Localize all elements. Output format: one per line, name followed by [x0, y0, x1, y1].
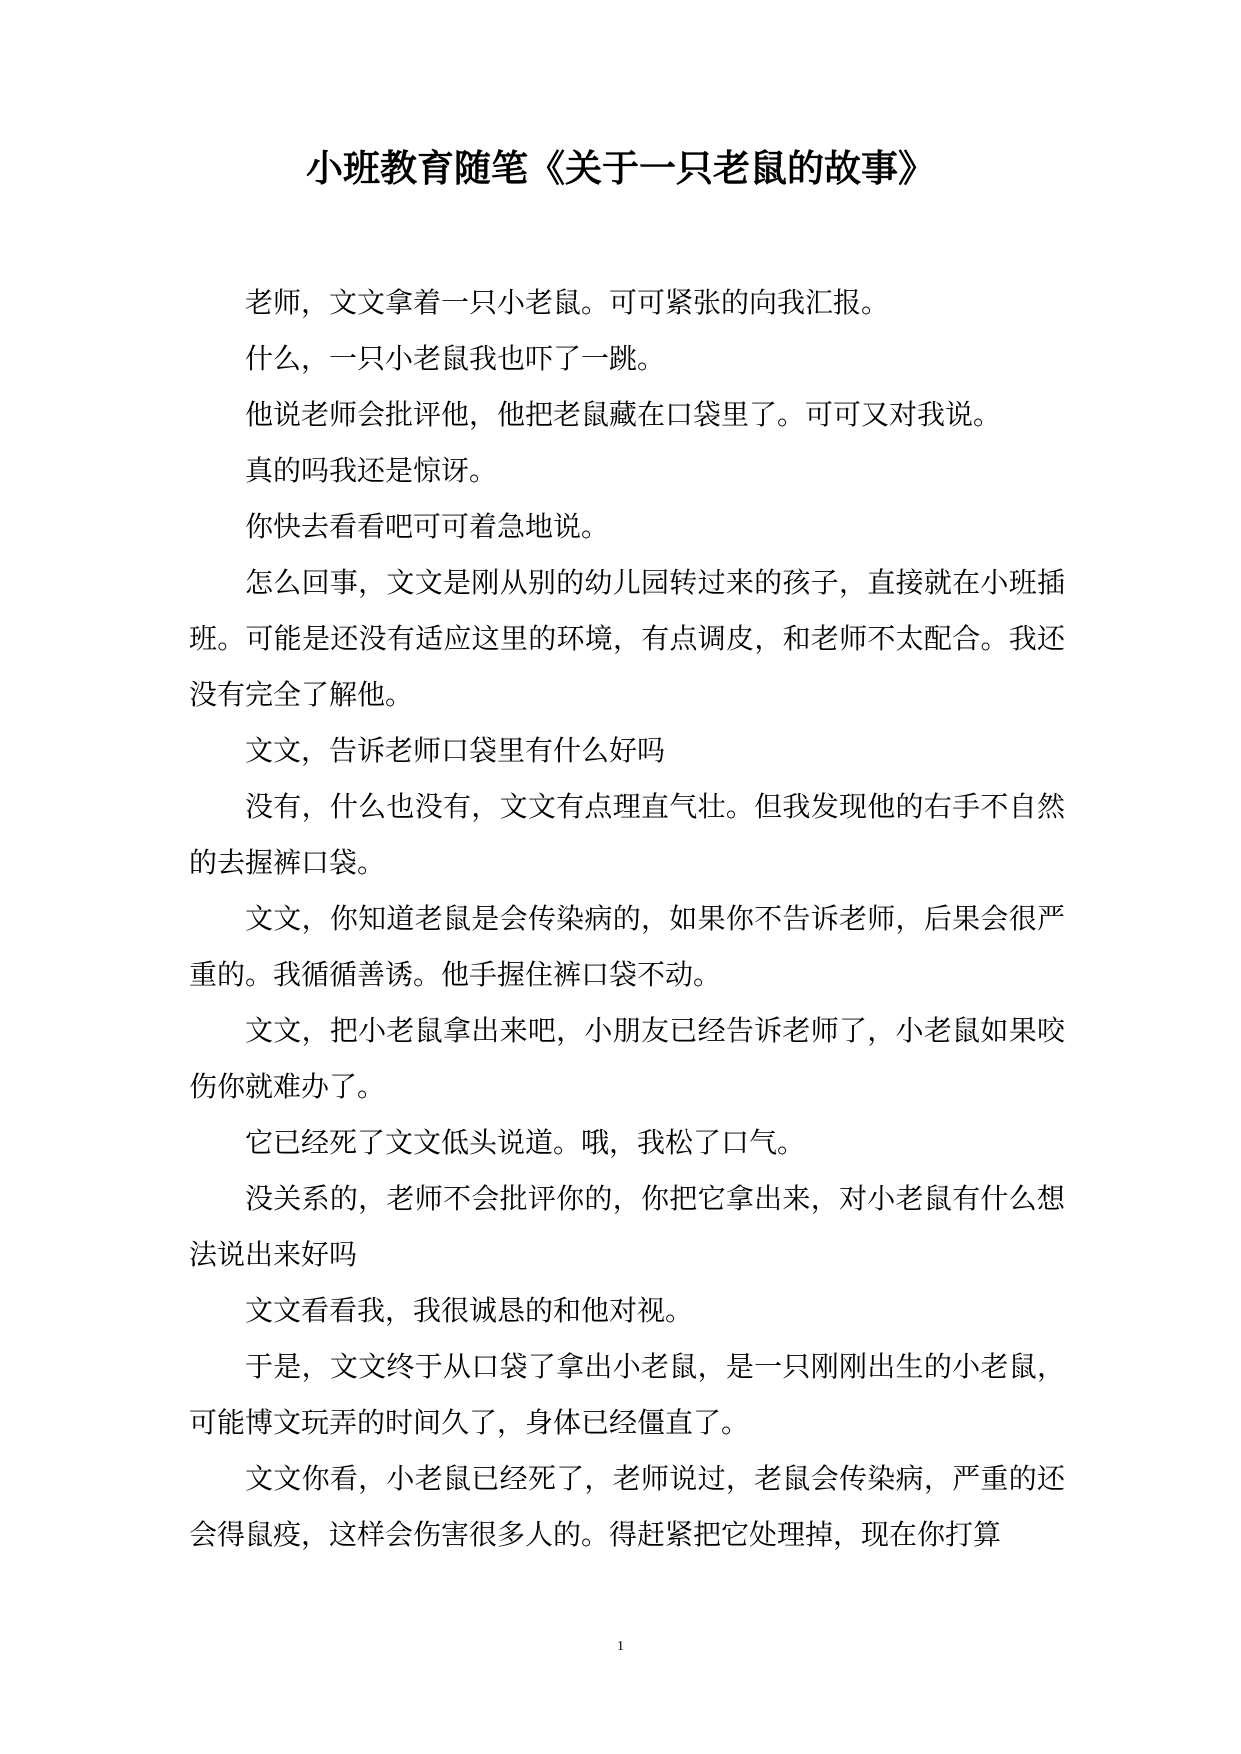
- paragraph: 他说老师会批评他，他把老鼠藏在口袋里了。可可又对我说。: [245, 398, 1002, 431]
- page-number: 1: [617, 1639, 624, 1654]
- document-title: 小班教育随笔《关于一只老鼠的故事》: [306, 146, 935, 190]
- paragraph: 什么，一只小老鼠我也吓了一跳。: [245, 342, 666, 375]
- paragraph: 老师，文文拿着一只小老鼠。可可紧张的向我汇报。: [245, 286, 890, 319]
- paragraph: 真的吗我还是惊讶。: [245, 454, 498, 487]
- paragraph: 怎么回事，文文是刚从别的幼儿园转过来的孩子，直接就在小班插班。可能是还没有适应这里的环境，有点调皮，和老师不太配合。我还没有完全了解他。: [189, 566, 1065, 711]
- paragraph: 文文，告诉老师口袋里有什么好吗: [245, 734, 666, 767]
- paragraph: 没有，什么也没有，文文有点理直气壮。但我发现他的右手不自然的去握裤口袋。: [189, 790, 1065, 879]
- paragraph: 于是，文文终于从口袋了拿出小老鼠，是一只刚刚出生的小老鼠，可能博文玩弄的时间久了，身体已经僵直了。: [189, 1350, 1065, 1439]
- paragraph: 它已经死了文文低头说道。哦，我松了口气。: [245, 1126, 806, 1159]
- paragraph: 文文，你知道老鼠是会传染病的，如果你不告诉老师，后果会很严重的。我循循善诱。他手握住裤口袋不动。: [189, 902, 1065, 991]
- paragraph: 没关系的，老师不会批评你的，你把它拿出来，对小老鼠有什么想法说出来好吗: [189, 1182, 1065, 1271]
- document-body: [189, 275, 1065, 1563]
- paragraph: 文文，把小老鼠拿出来吧，小朋友已经告诉老师了，小老鼠如果咬伤你就难办了。: [189, 1014, 1065, 1103]
- paragraph: 文文看看我，我很诚恳的和他对视。: [245, 1294, 694, 1327]
- paragraph: 文文你看，小老鼠已经死了，老师说过，老鼠会传染病，严重的还会得鼠疫，这样会伤害很多人的。得赶紧把它处理掉，现在你打算: [189, 1462, 1065, 1551]
- paragraph: 你快去看看吧可可着急地说。: [245, 510, 610, 543]
